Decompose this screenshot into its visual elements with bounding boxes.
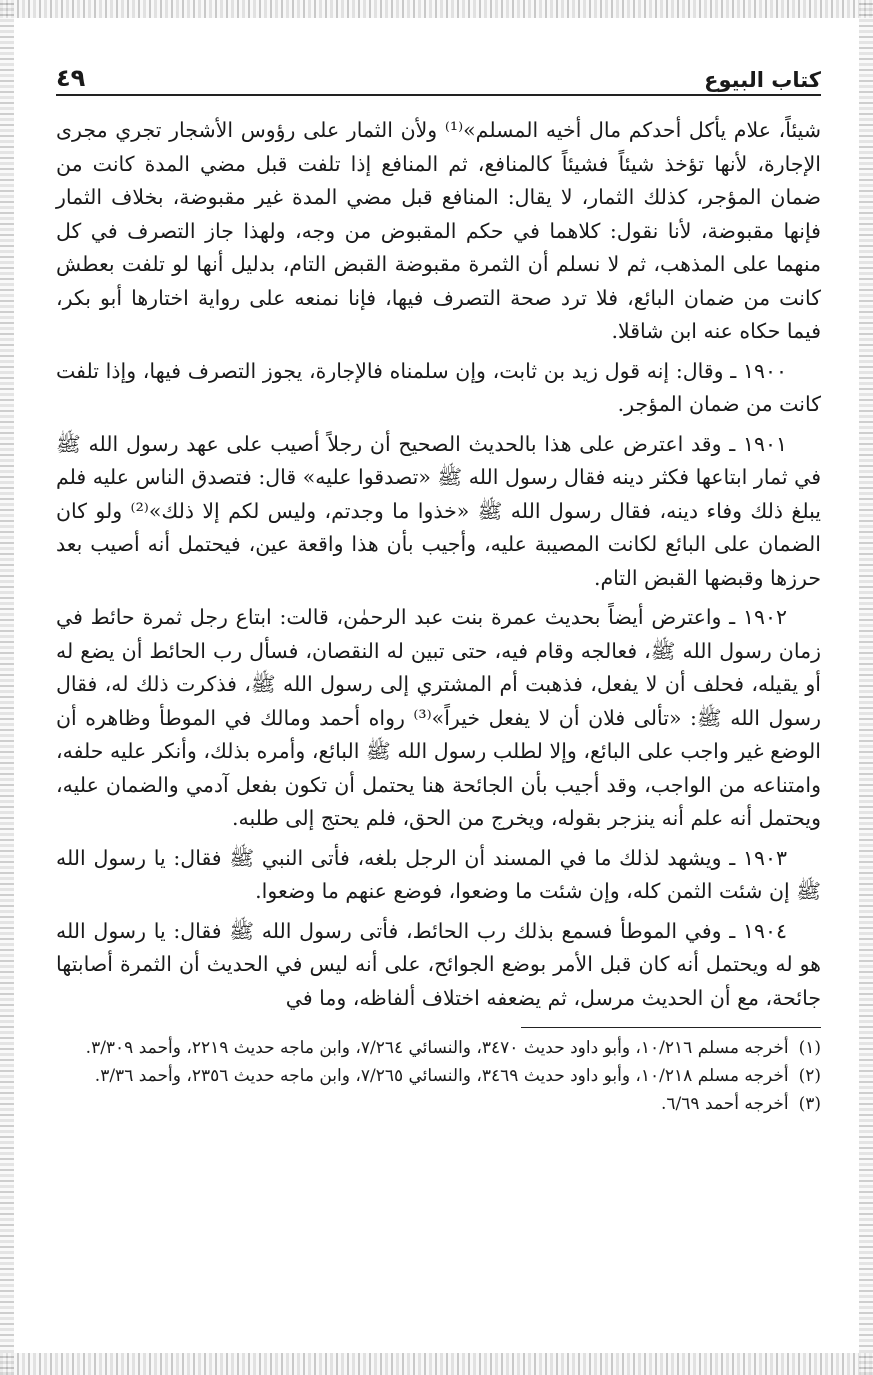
footnote-text: أخرجه أحمد ٦/٦٩. (661, 1094, 789, 1114)
main-text (56, 114, 821, 1015)
ornamental-border-left (0, 0, 14, 1375)
footnote (56, 1062, 821, 1090)
paragraph: ١٩٠٤ ـ وفي الموطأ فسمع بذلك رب الحائط، فأتى رسول الله ﷺ فقال: يا رسول الله هو له ويحتمل أنه كان قبل الأمر بوضع الجوائح، على أنه ليس في الحديث أن الثمرة أصابتها جائحة، مع أن الحديث مرسل، ثم يضعفه اختلاف ألفاظه، وما في (56, 918, 821, 1010)
page-number: ٤٩ (56, 64, 86, 92)
footnote-number: (٢) (798, 1066, 821, 1086)
footnote (56, 1090, 821, 1118)
paragraph: شيئاً، علام يأكل أحدكم مال أخيه المسلم»⁽¹⁾ ولأن الثمار على رؤوس الأشجار تجري مجرى الإجارة، لأنها تؤخذ شيئاً فشيئاً كالمنافع، ثم المنافع إذا تلفت قبل مضي المدة كانت من ضمان المؤجر، كذلك الثمار، لا يقال: المنافع قبل مضي المدة غير مقبوضة، بخلاف الثمار فإنها مقبوضة، لأنا نقول: كلاهما في حكم المقبوض من وجه، ولهذا جاز التصرف في كل منهما على المذهب، ثم لا نسلم أن الثمرة مقبوضة القبض التام، بدليل أنها لو تلفت بعطش كانت من ضمان البائع، فلا ترد صحة التصرف فيها، فإنا نمنعه على رواية اختارها أبو بكر، فيما حكاه عنه ابن شاقلا. (56, 118, 822, 343)
footnotes (56, 1034, 821, 1118)
ornamental-border-right (859, 0, 873, 1375)
paragraph: ١٩٠٠ ـ وقال: إنه قول زيد بن ثابت، وإن سلمناه فالإجارة، يجوز التصرف فيها، وإذا تلفت كانت من ضمان المؤجر. (56, 358, 821, 416)
page-header (56, 48, 821, 96)
running-title: كتاب البيوع (704, 68, 821, 92)
footnote-number: (١) (798, 1038, 821, 1058)
footnote-text: أخرجه مسلم ١٠/٢١٦، وأبو داود حديث ٣٤٧٠، والنسائي ٧/٢٦٤، وابن ماجه حديث ٢٢١٩، وأحمد ٣/٣٠٩. (85, 1038, 789, 1058)
footnote (56, 1034, 821, 1062)
footnote-separator (521, 1027, 821, 1028)
paragraph: ١٩٠٣ ـ ويشهد لذلك ما في المسند أن الرجل بلغه، فأتى النبي ﷺ فقال: يا رسول الله ﷺ إن شئت الثمن كله، وإن شئت ما وضعوا، فوضع عنهم ما وضعوا. (56, 845, 821, 903)
ornamental-border-bottom (0, 1353, 873, 1375)
footnote-text: أخرجه مسلم ١٠/٢١٨، وأبو داود حديث ٣٤٦٩، والنسائي ٧/٢٦٥، وابن ماجه حديث ٢٣٥٦، وأحمد ٣/٣٦. (94, 1066, 789, 1086)
paragraph: ١٩٠٢ ـ واعترض أيضاً بحديث عمرة بنت عبد الرحمٰن، قالت: ابتاع رجل ثمرة حائط في زمان رسول الله ﷺ، فعالجه وقام فيه، حتى تبين له النقصان، فسأل رب الحائط أن يضع له أو يقيله، فحلف أن لا يفعل، فذهبت أم المشتري إلى رسول الله ﷺ، فذكرت ذلك له، فقال رسول الله ﷺ: «تألى فلان أن لا يفعل خيراً»⁽³⁾ رواه أحمد ومالك في الموطأ وظاهره أن الوضع غير واجب على البائع، وإلا لطلب رسول الله ﷺ البائع، وأمره بذلك، وأنكر عليه حلفه، وامتناعه من الواجب، وقد أجيب بأن الجائحة هنا يحتمل أن تكون بفعل آدمي والضمان عليه، ويحتمل أنه علم أنه ينزجر بقوله، ويخرج من الحق، فلم يحتج إلى طلبه. (56, 605, 822, 830)
footnote-number: (٣) (798, 1094, 821, 1114)
ornamental-border-top (0, 0, 873, 18)
page (56, 48, 821, 1345)
paragraph: ١٩٠١ ـ وقد اعترض على هذا بالحديث الصحيح أن رجلاً أصيب على عهد رسول الله ﷺ في ثمار ابتاعها فكثر دينه فقال رسول الله ﷺ «تصدقوا عليه» قال: فتصدق الناس عليه فلم يبلغ ذلك وفاء دينه، فقال رسول الله ﷺ «خذوا ما وجدتم، وليس لكم إلا ذلك»⁽²⁾ ولو كان الضمان على البائع لكانت المصيبة عليه، وأجيب بأن هذا واقعة عين، فيحتمل أنه أصيب بعد حرزها وقبضها القبض التام. (56, 431, 821, 590)
